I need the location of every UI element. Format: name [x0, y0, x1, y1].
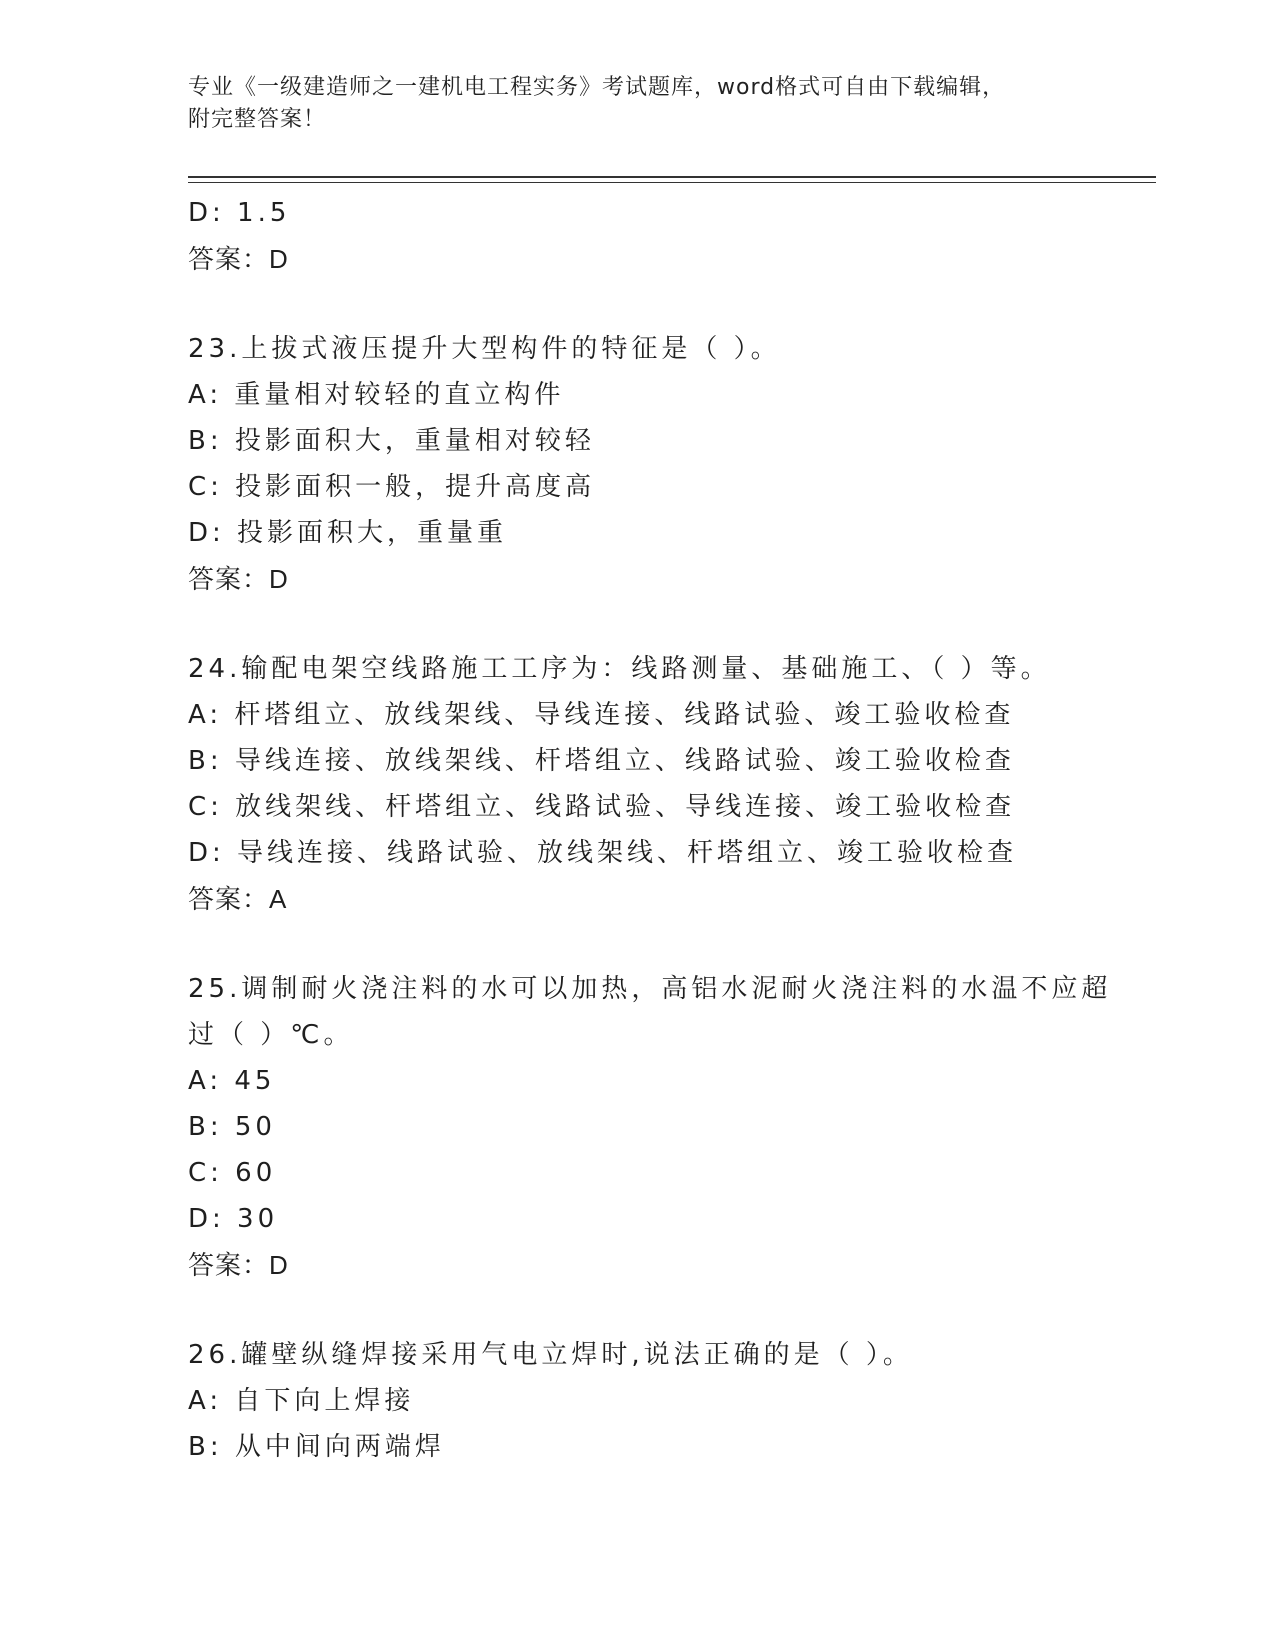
spacer	[188, 922, 1148, 966]
option-d: D: 投影面积大，重量重	[188, 518, 508, 548]
question-stem-line-2: 过（ ）℃。	[188, 1020, 354, 1050]
answer-line: 答案：A	[188, 884, 288, 914]
option-c: C: 60	[188, 1158, 277, 1188]
spacer	[188, 282, 1148, 326]
option-a: A: 自下向上焊接	[188, 1386, 415, 1416]
answer-line: 答案：D	[188, 244, 289, 274]
question-stem: 23.上拔式液压提升大型构件的特征是（ ）。	[188, 334, 781, 364]
header-divider-thick	[188, 176, 1156, 178]
header-divider-thin	[188, 182, 1156, 183]
option-a: A: 重量相对较轻的直立构件	[188, 380, 565, 410]
option-d: D: 导线连接、线路试验、放线架线、杆塔组立、竣工验收检查	[188, 838, 1018, 868]
option-a: A: 45	[188, 1066, 276, 1096]
question-25	[188, 966, 1148, 1288]
answer-line: 答案：D	[188, 564, 289, 594]
option-b: B: 50	[188, 1112, 276, 1142]
answer-line: 答案：D	[188, 1250, 289, 1280]
question-23	[188, 326, 1148, 602]
option-a: A: 杆塔组立、放线架线、导线连接、线路试验、竣工验收检查	[188, 700, 1015, 730]
question-list	[188, 190, 1148, 1470]
option-c: C: 投影面积一般，提升高度高	[188, 472, 596, 502]
header-line-2: 附完整答案！	[188, 107, 327, 132]
option-b: B: 投影面积大，重量相对较轻	[188, 426, 595, 456]
document-header	[188, 72, 1088, 136]
question-stem-line-1: 25.调制耐火浇注料的水可以加热，高铝水泥耐火浇注料的水温不应超	[188, 974, 1112, 1004]
question-26	[188, 1332, 1148, 1470]
option-d: D: 1.5	[188, 198, 291, 228]
spacer	[188, 602, 1148, 646]
option-b: B: 导线连接、放线架线、杆塔组立、线路试验、竣工验收检查	[188, 746, 1015, 776]
option-d: D: 30	[188, 1204, 279, 1234]
question-stem: 26.罐壁纵缝焊接采用气电立焊时,说法正确的是（ ）。	[188, 1340, 913, 1370]
option-c: C: 放线架线、杆塔组立、线路试验、导线连接、竣工验收检查	[188, 792, 1016, 822]
question-22-tail	[188, 190, 1148, 282]
option-b: B: 从中间向两端焊	[188, 1432, 445, 1462]
spacer	[188, 1288, 1148, 1332]
question-stem: 24.输配电架空线路施工工序为：线路测量、基础施工、（ ）等。	[188, 654, 1051, 684]
header-line-1: 专业《一级建造师之一建机电工程实务》考试题库，word格式可自由下载编辑，	[188, 75, 1006, 100]
question-24	[188, 646, 1148, 922]
